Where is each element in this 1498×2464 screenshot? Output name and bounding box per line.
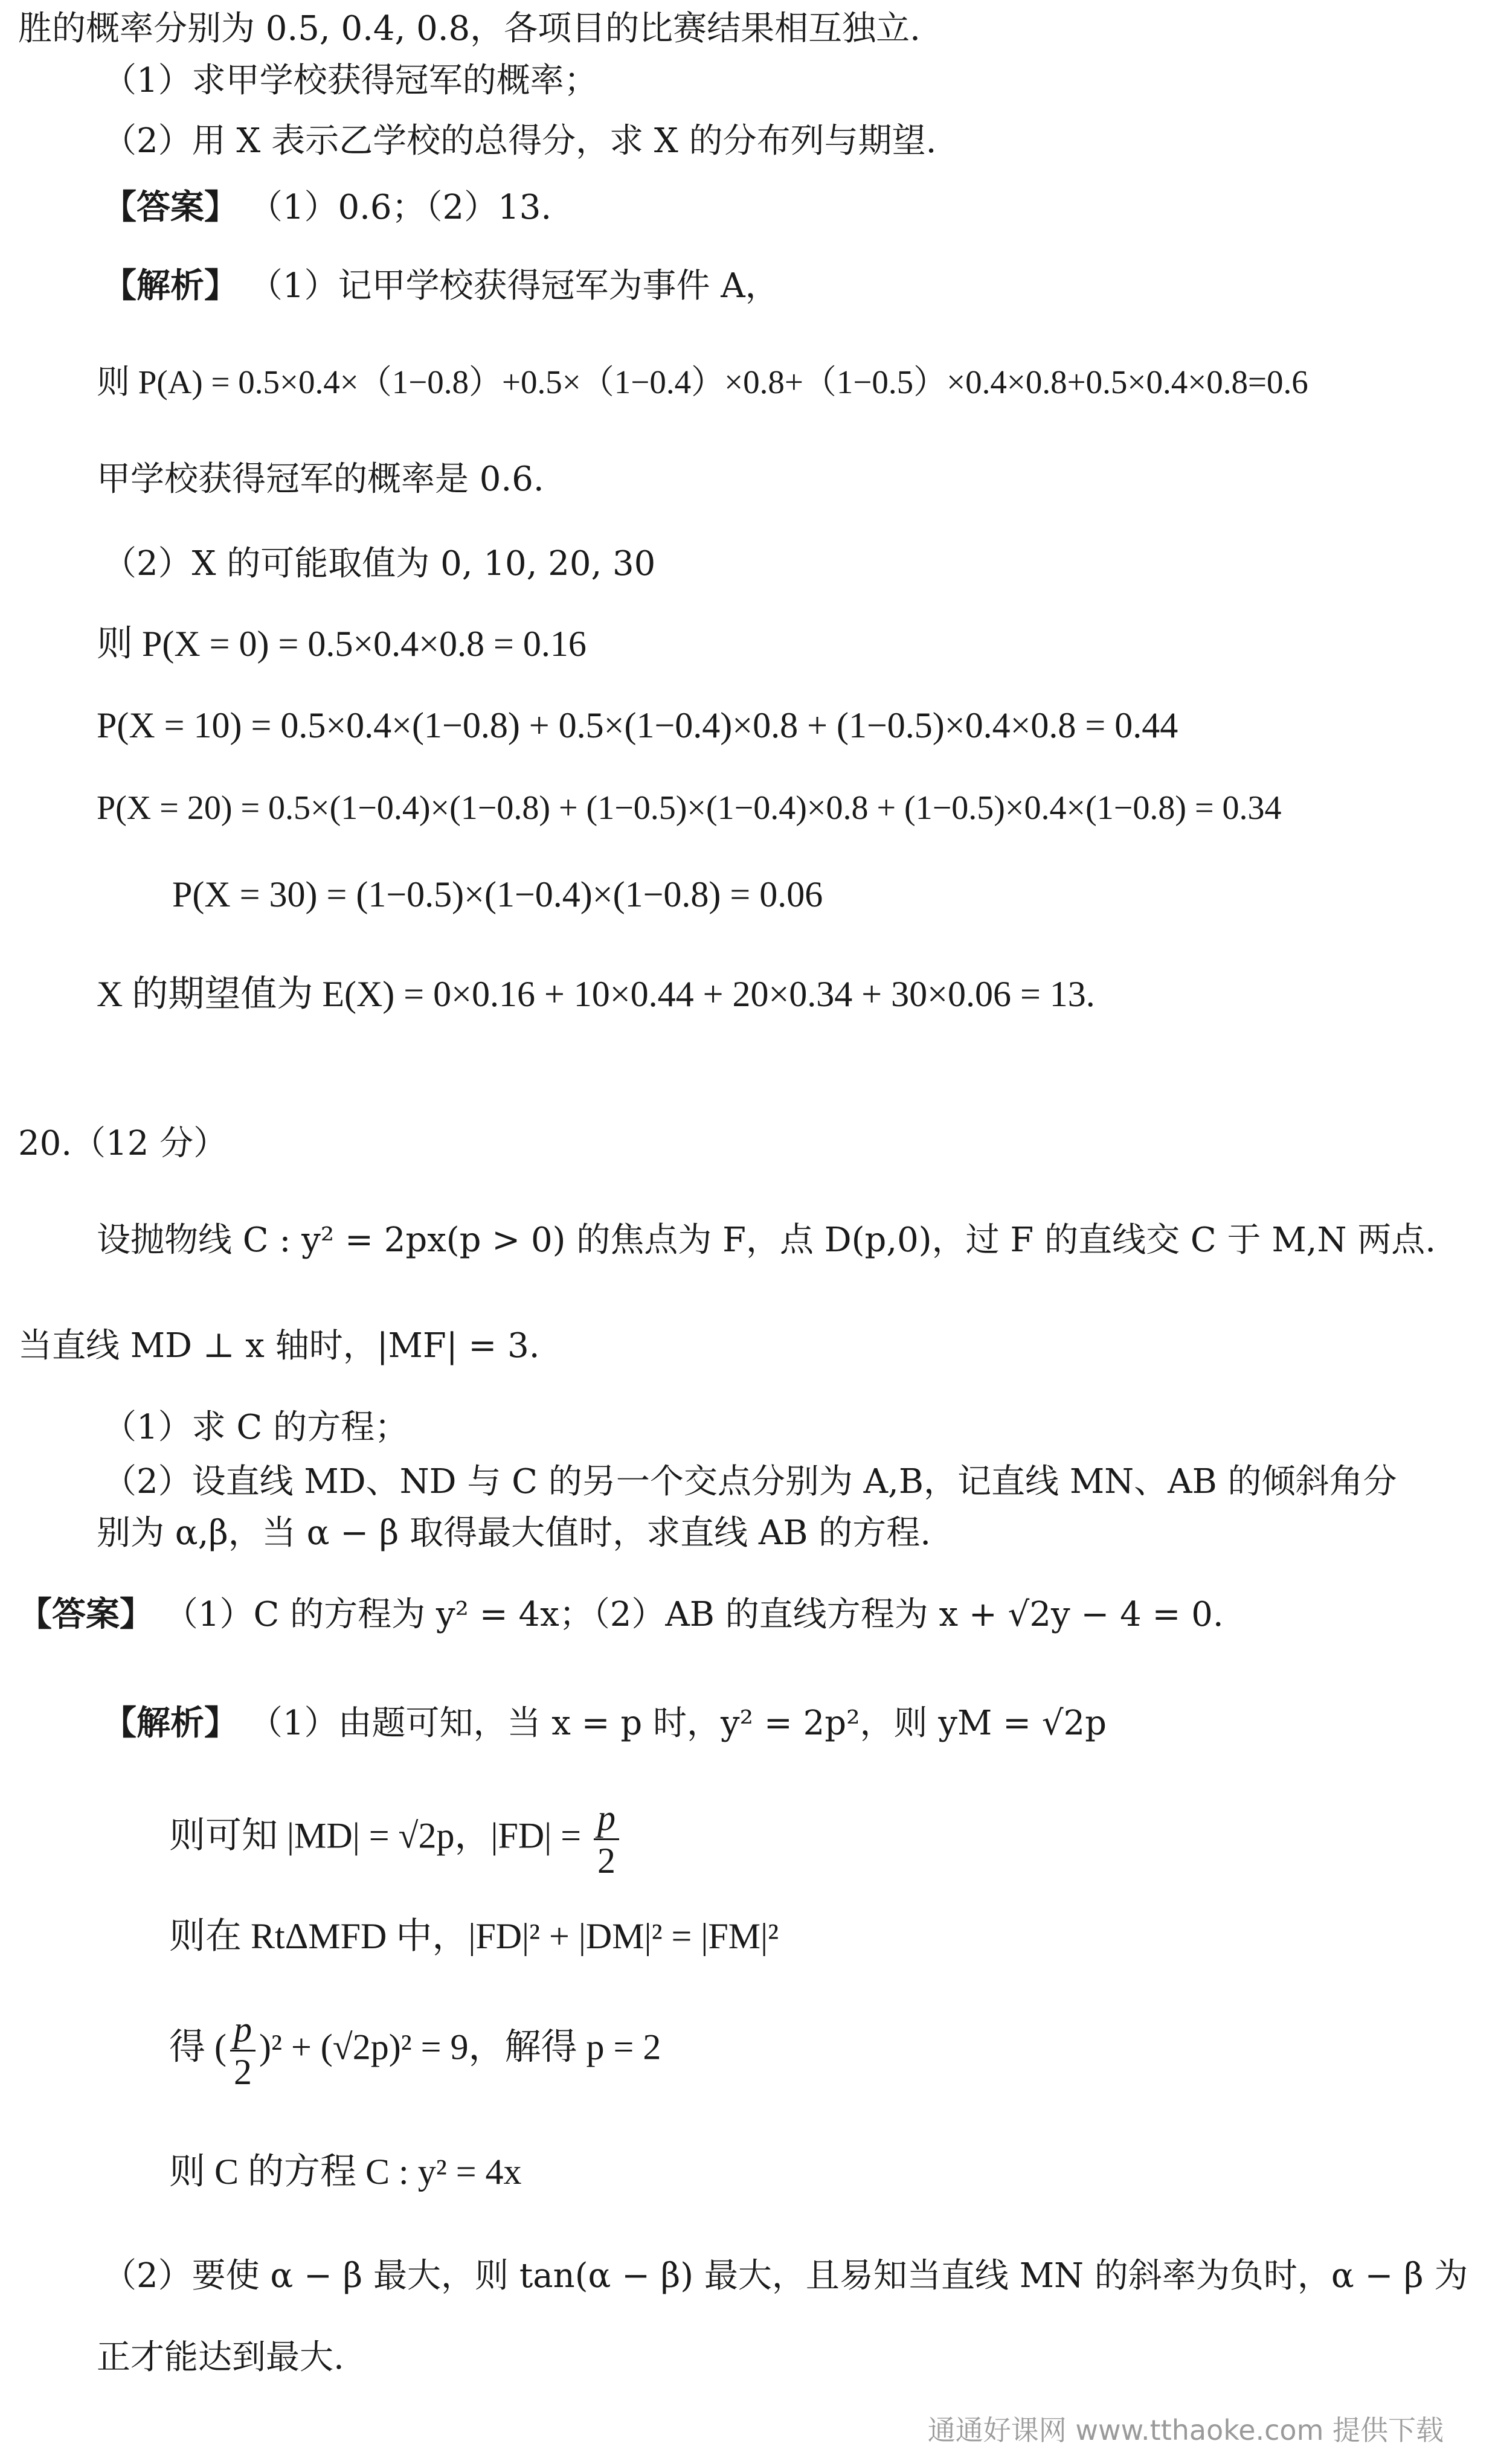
text-line-7: 甲学校获得冠军的概率是 0.6. (97, 460, 544, 499)
derivation-md-fd-text: 则可知 |MD| = √2p，|FD| = (169, 1815, 582, 1856)
question-part-2b-cont: 别为 α,β，当 α − β 取得最大值时，求直线 AB 的方程. (97, 1513, 931, 1553)
fraction-numerator: p (597, 1798, 616, 1838)
analysis-label: 【解析】 (103, 266, 238, 306)
text-line-8: （2）X 的可能取值为 0, 10, 20, 30 (103, 544, 656, 583)
fraction-p-over-2 (594, 1800, 619, 1879)
fraction-denominator: 2 (594, 1838, 619, 1879)
derivation-solve-p-start: 得 ( (169, 2027, 227, 2067)
derivation-md-fd (169, 1800, 623, 1879)
answer-line (103, 187, 551, 228)
formula-expectation: X 的期望值为 E(X) = 0×0.16 + 10×0.44 + 20×0.34 + 30×0.06 = 13. (97, 974, 1095, 1014)
derivation-solve-p-end: )² + (√2p)² = 9，解得 p = 2 (259, 2027, 661, 2067)
question-part-2b: （2）设直线 MD、ND 与 C 的另一个交点分别为 A,B，记直线 MN、AB 的倾斜角分 (103, 1462, 1397, 1501)
derivation-equation-c: 则 C 的方程 C : y² = 4x (169, 2152, 522, 2192)
question-part-1: （1）求甲学校获得冠军的概率； (103, 61, 598, 100)
formula-px30: P(X = 30) = (1−0.5)×(1−0.4)×(1−0.8) = 0.06 (172, 874, 823, 914)
derivation-pythagoras: 则在 RtΔMFD 中，|FD|² + |DM|² = |FM|² (169, 1916, 779, 1956)
footer-watermark: 通通好课网 www.tthaoke.com 提供下载 (927, 2414, 1444, 2446)
derivation-solve-p (169, 2011, 661, 2090)
question-text-2: 当直线 MD ⊥ x 轴时，|MF| = 3. (18, 1326, 540, 1365)
text-line-1: 胜的概率分别为 0.5, 0.4, 0.8，各项目的比赛结果相互独立. (18, 9, 921, 48)
part-2-analysis-cont: 正才能达到最大. (97, 2338, 344, 2377)
formula-px10: P(X = 10) = 0.5×0.4×(1−0.8) + 0.5×(1−0.4)×0.8 + (1−0.5)×0.4×0.8 = 0.44 (97, 705, 1178, 745)
analysis-line (103, 266, 779, 306)
part-2-analysis: （2）要使 α − β 最大，则 tan(α − β) 最大，且易知当直线 MN 的斜率为负时，α − β 为 (103, 2256, 1468, 2296)
answer-text: （1）0.6；（2）13. (248, 188, 552, 227)
answer-label: 【答案】 (103, 187, 238, 227)
answer-line-2 (18, 1594, 1224, 1635)
question-text-1: 设抛物线 C : y² = 2px(p > 0) 的焦点为 F，点 D(p,0)，过 F 的直线交 C 于 M,N 两点. (97, 1221, 1436, 1260)
question-part-2: （2）用 X 表示乙学校的总得分，求 X 的分布列与期望. (103, 121, 937, 161)
question-part-1b: （1）求 C 的方程； (103, 1408, 409, 1447)
fraction-denominator-b: 2 (230, 2050, 256, 2090)
formula-pa: 则 P(A) = 0.5×0.4×（1−0.8）+0.5×（1−0.4）×0.8+（1−0.5）×0.4×0.8+0.5×0.4×0.8=0.6 (97, 364, 1308, 400)
formula-px20: P(X = 20) = 0.5×(1−0.4)×(1−0.8) + (1−0.5)×(1−0.4)×0.8 + (1−0.5)×0.4×(1−0.8) = 0.34 (97, 789, 1282, 827)
analysis-line-2 (103, 1703, 1107, 1744)
answer-label-2: 【答案】 (18, 1594, 153, 1634)
formula-px0: 则 P(X = 0) = 0.5×0.4×0.8 = 0.16 (97, 624, 587, 664)
fraction-numerator-b: p (233, 2009, 252, 2049)
question-number: 20.（12 分） (18, 1124, 228, 1163)
analysis-label-2: 【解析】 (103, 1703, 238, 1743)
fraction-p-over-2b (230, 2011, 256, 2090)
answer-text-2: （1）C 的方程为 y² = 4x；（2）AB 的直线方程为 x + √2y − 4 = 0. (164, 1595, 1224, 1634)
analysis-text: （1）记甲学校获得冠军为事件 A， (248, 266, 779, 306)
analysis-text-2: （1）由题可知，当 x = p 时，y² = 2p²，则 yM = √2p (248, 1704, 1107, 1743)
